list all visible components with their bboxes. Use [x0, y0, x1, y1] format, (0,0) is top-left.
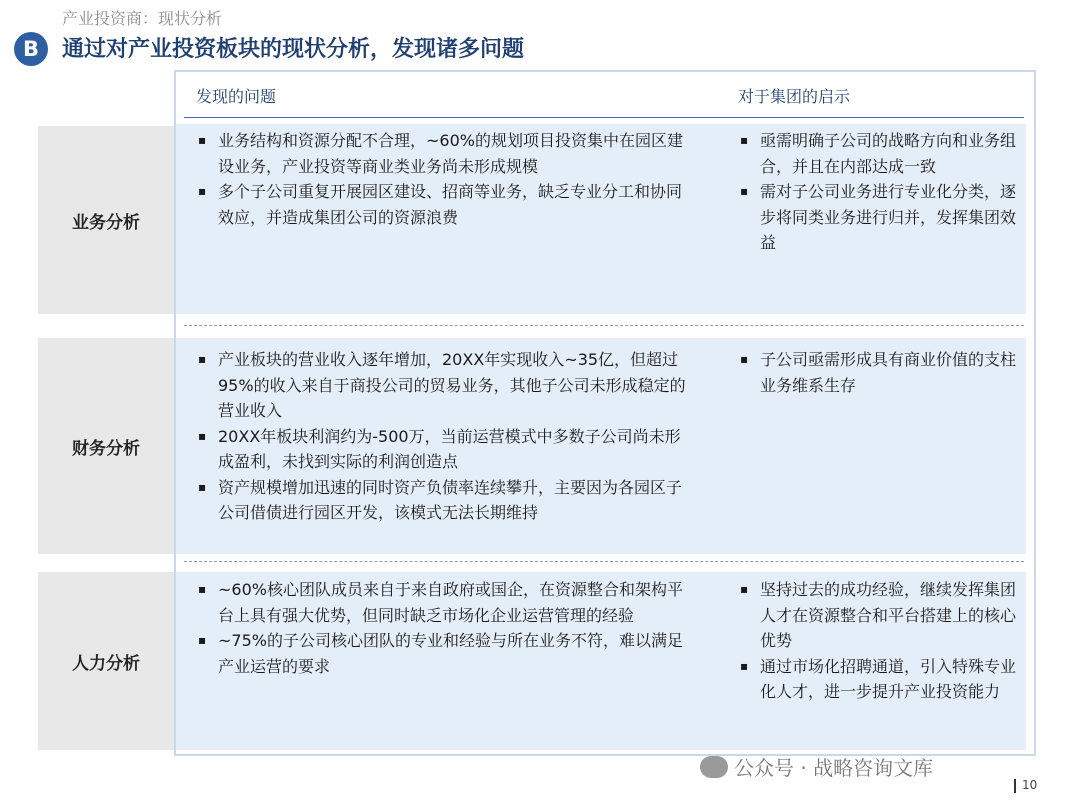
insights-list-business — [738, 128, 1020, 256]
list-item: ▪ 产业板块的营业收入逐年增加，20XX年实现收入~35亿，但超过95%的收入来自于商投公司的贸易业务，其他子公司未形成稳定的营业收入 — [196, 347, 696, 424]
list-item: ▪ 亟需明确子公司的战略方向和业务组合，并且在内部达成一致 — [738, 128, 1020, 179]
list-item: ▪ 20XX年板块利润约为-500万，当前运营模式中多数子公司尚未形成盈利，未找到实际的利润创造点 — [196, 424, 696, 475]
breadcrumb: 产业投资商：现状分析 — [62, 9, 223, 28]
insights-list-hr — [738, 577, 1020, 705]
section-badge: B — [14, 32, 48, 66]
row-divider — [184, 561, 1024, 562]
row-label-finance: 财务分析 — [38, 338, 174, 554]
column-header-insights: 对于集团的启示 — [738, 87, 851, 106]
page-title: 通过对产业投资板块的现状分析，发现诸多问题 — [62, 37, 525, 62]
issues-list-business — [196, 128, 696, 230]
list-item: ▪ ~75%的子公司核心团队的专业和经验与所在业务不符，难以满足产业运营的要求 — [196, 628, 696, 679]
row-label-business: 业务分析 — [38, 126, 174, 314]
row-divider — [184, 325, 1024, 326]
column-header-issues: 发现的问题 — [196, 87, 277, 106]
row-label-hr: 人力分析 — [38, 572, 174, 750]
list-item: ▪ 多个子公司重复开展园区建设、招商等业务，缺乏专业分工和协同效应，并造成集团公司的资源浪费 — [196, 179, 696, 230]
watermark-text: 公众号 · 战略咨询文库 — [734, 756, 934, 780]
issues-list-finance — [196, 347, 696, 526]
list-item: ▪ 资产规模增加迅速的同时资产负债率连续攀升，主要因为各园区子公司借债进行园区开发，该模式无法长期维持 — [196, 475, 696, 526]
list-item: ▪ 坚持过去的成功经验，继续发挥集团人才在资源整合和平台搭建上的核心优势 — [738, 577, 1020, 654]
wechat-icon — [700, 756, 728, 778]
list-item: ▪ 通过市场化招聘通道，引入特殊专业化人才，进一步提升产业投资能力 — [738, 654, 1020, 705]
list-item: ▪ 业务结构和资源分配不合理，~60%的规划项目投资集中在园区建设业务，产业投资等商业类业务尚未形成规模 — [196, 128, 696, 179]
page-number — [1014, 778, 1037, 793]
watermark — [700, 752, 933, 781]
issues-list-hr — [196, 577, 696, 679]
header-divider — [184, 117, 1024, 118]
page-number-text: 10 — [1022, 778, 1038, 792]
list-item: ▪ ~60%核心团队成员来自于来自政府或国企，在资源整合和架构平台上具有强大优势，但同时缺乏市场化企业运营管理的经验 — [196, 577, 696, 628]
page-divider-bar — [1014, 779, 1016, 793]
list-item: ▪ 需对子公司业务进行专业化分类，逐步将同类业务进行归并，发挥集团效益 — [738, 179, 1020, 256]
insights-list-finance — [738, 347, 1020, 398]
list-item: ▪ 子公司亟需形成具有商业价值的支柱业务维系生存 — [738, 347, 1020, 398]
